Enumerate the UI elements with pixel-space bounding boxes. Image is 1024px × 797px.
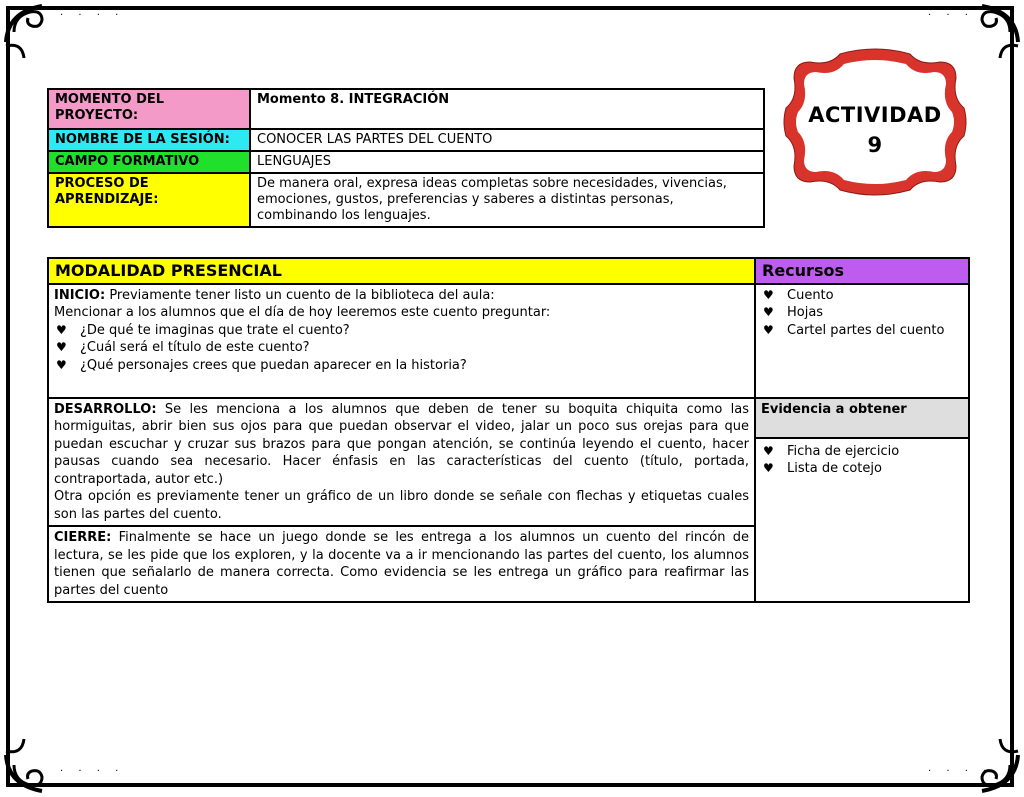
cierre-text: Finalmente se hace un juego donde se les entrega a los alumnos un cuento del rincón de lectura, se les pide que los exploren, y la docente va a ir mencionando las partes del cuento, los alumnos tienen que señalarlo de manera correcta. Como evidencia se les entrega un gráfico para reafirmar las partes del cuento [54,530,749,598]
info-row [48,151,764,173]
inicio-text: Previamente tener listo un cuento de la biblioteca del aula: [105,287,495,303]
info-value: De manera oral, expresa ideas completas sobre necesidades, vivencias, emociones, gustos, preferencias y saberes a distintas personas, combinando los lenguajes. [250,173,764,227]
list-item: ♥ ¿Cuál será el título de este cuento? [54,339,749,357]
session-plan-table [47,257,970,603]
list-item: ♥ ¿Qué personajes crees que puedan aparecer en la historia? [54,357,749,375]
desarrollo-text2: Otra opción es previamente tener un gráfico de un libro donde se señale con flechas y etiquetas cuales son las partes del cuento. [54,489,749,522]
corner-ornament [2,735,62,795]
info-row [48,173,764,227]
info-key: MOMENTO DEL PROYECTO: [48,89,250,129]
desarrollo-section [48,398,755,527]
list-item: ♥ Hojas [761,304,963,322]
info-key: PROCESO DE APRENDIZAJE: [48,173,250,227]
desarrollo-text: Se les menciona a los alumnos que deben de tener su boquita chiquita como las hormiguitas, abrir bien sus ojos para que puedan observar el video, jalar un poco sus orejas para que puedan escuchar y cruzar sus brazos para que pongan atención, se continúa leyendo el cuento, hacer pausas cuando sea necesario. Hacer énfasis en las características del cuento (título, portada, contraportada, autor etc.) [54,401,749,487]
decorative-dots: · · · · [60,10,125,21]
list-item: ♥ Cartel partes del cuento [761,322,963,340]
info-value: CONOCER LAS PARTES DEL CUENTO [250,129,764,151]
info-key: CAMPO FORMATIVO [48,151,250,173]
resources-title: Recursos [755,258,969,284]
decorative-dots: · · · · [928,766,993,777]
evidence-title: Evidencia a obtener [755,398,969,438]
cierre-label: CIERRE: [54,530,112,545]
corner-ornament [2,2,62,62]
list-item: ♥ ¿De qué te imaginas que trate el cuento? [54,322,749,340]
evidence-list [761,443,963,478]
info-key: NOMBRE DE LA SESIÓN: [48,129,250,151]
info-value: LENGUAJES [250,151,764,173]
decorative-dots: · · · · [928,10,993,21]
resources-cell [755,284,969,398]
corner-ornament [962,735,1022,795]
resources-list [761,287,963,340]
inicio-section [48,284,755,398]
decorative-dots: · · · · [60,766,125,777]
activity-number: 9 [867,133,883,157]
inicio-questions [54,322,749,375]
desarrollo-label: DESARROLLO: [54,401,157,417]
evidence-cell [755,438,969,603]
activity-badge [780,100,970,160]
list-item: ♥ Lista de cotejo [761,460,963,478]
project-info-table [47,88,765,228]
inicio-label: INICIO: [54,287,106,303]
info-row [48,89,764,129]
list-item: ♥ Ficha de ejercicio [761,443,963,461]
modality-title: MODALIDAD PRESENCIAL [48,258,755,284]
inicio-line2: Mencionar a los alumnos que el día de hoy leeremos este cuento preguntar: [54,305,551,320]
list-item: ♥ Cuento [761,287,963,305]
activity-label: ACTIVIDAD [808,103,942,127]
info-value: Momento 8. INTEGRACIÓN [250,89,764,129]
cierre-section [48,526,755,602]
info-row [48,129,764,151]
